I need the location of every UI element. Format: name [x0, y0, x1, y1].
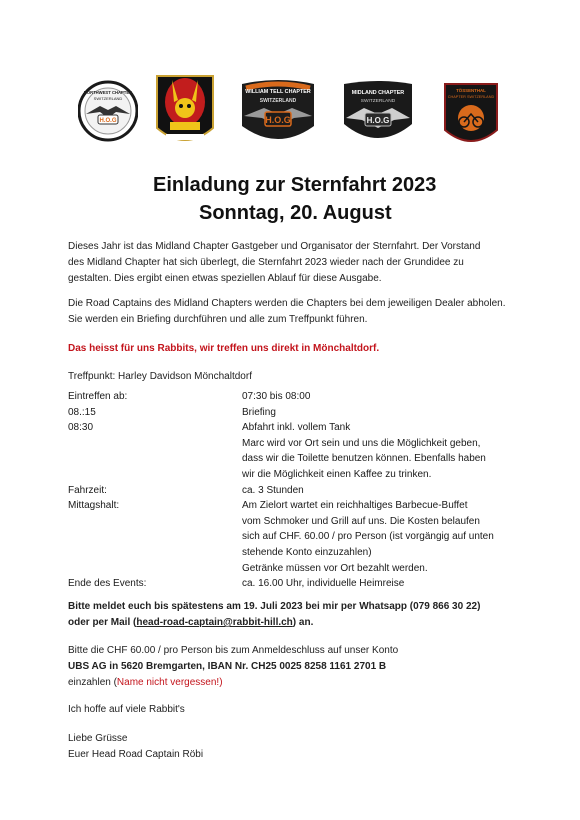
schedule	[68, 389, 518, 592]
midland-top-text: MIDLAND CHAPTER	[351, 90, 405, 96]
intro-line: gestalten. Dies ergibt einen etwas speziellen Ablauf für diese Ausgabe.	[68, 273, 382, 284]
schedule-label: Ende des Events:	[68, 578, 147, 590]
road-captains-line: Sie werden ein Briefing durchführen und alle zum Treffpunkt führen.	[68, 314, 368, 325]
rabbit-chapter-logo	[152, 72, 218, 152]
payment-line: Bitte die CHF 60.00 / pro Person bis zum Anmeldeschluss auf unser Konto	[68, 645, 399, 656]
hope-line: Ich hoffe auf viele Rabbit's	[68, 704, 185, 715]
intro-line: Dieses Jahr ist das Midland Chapter Gastgeber und Organisator der Sternfahrt. Der Vorstand	[68, 241, 481, 252]
midland-sub-text: SWITZERLAND	[360, 99, 396, 104]
schedule-row	[68, 498, 518, 576]
intro-line: des Midland Chapter hat sich überlegt, die Sternfahrt 2023 wieder nach der Grundidee zu	[68, 257, 464, 268]
schedule-value: ca. 3 Stunden	[242, 484, 304, 496]
schedule-value: 07:30 bis 08:00	[242, 391, 311, 402]
schedule-row	[68, 576, 518, 592]
toessental-chapter-logo	[442, 80, 500, 150]
schedule-label: 08.:15	[68, 406, 96, 418]
email-link[interactable]: head-road-captain@rabbit-hill.ch	[136, 617, 293, 628]
payment-paragraph	[68, 643, 518, 691]
signature: Euer Head Road Captain Röbi	[68, 749, 204, 760]
payment-line: einzahlen (Name nicht vergessen!)	[68, 677, 223, 688]
william-tell-badge-text: H.O.G	[265, 115, 291, 125]
schedule-label: 08:30	[68, 422, 94, 434]
midland-chapter-logo	[340, 78, 416, 150]
registration-line: Bitte meldet euch bis spätestens am 19. Juli 2023 bei mir per Whatsapp (079 866 30 22)	[68, 601, 481, 612]
schedule-row	[68, 483, 518, 499]
chapter-logos	[70, 72, 510, 154]
toessental-top-text: TÖSSENTHAL	[456, 88, 486, 93]
toessental-sub-text: CHAPTER SWITZERLAND	[447, 95, 495, 99]
northwest-chapter-logo	[78, 78, 138, 144]
northwest-sub-text: SWITZERLAND	[93, 96, 123, 101]
william-tell-top-text: WILLIAM TELL CHAPTER	[245, 89, 311, 95]
intro-paragraph	[68, 239, 518, 287]
schedule-value: Briefing	[242, 406, 276, 418]
rabbits-note: Das heisst für uns Rabbits, wir treffen uns direkt in Mönchaltdorf.	[68, 343, 380, 354]
road-captains-line: Die Road Captains des Midland Chapters werden die Chapters bei dem jeweiligen Dealer abholen.	[68, 298, 506, 309]
page-subtitle-date: Sonntag, 20. August	[199, 202, 392, 224]
midland-badge-text: H.O.G	[366, 116, 390, 125]
schedule-row	[68, 420, 518, 482]
northwest-top-text: NORTHWEST CHAPTER	[83, 90, 133, 95]
registration-paragraph	[68, 599, 518, 631]
schedule-row	[68, 389, 518, 405]
schedule-row	[68, 405, 518, 421]
bank-details: UBS AG in 5620 Bremgarten, IBAN Nr. CH25 0025 8258 1161 2701 B	[68, 661, 387, 672]
schedule-value: Abfahrt inkl. vollem Tank Marc wird vor Ort sein und uns die Möglichkeit geben, dass wir die Toilette benutzen können. Ebenfalls haben wir die Möglichkeit einen Kaffee zu trinken.	[242, 422, 486, 480]
northwest-badge-text: H.O.G	[99, 118, 117, 124]
page-title: Einladung zur Sternfahrt 2023	[153, 174, 437, 196]
schedule-label: Eintreffen ab:	[68, 391, 128, 402]
closing	[68, 731, 518, 763]
william-tell-sub-text: SWITZERLAND	[259, 98, 297, 104]
meeting-point: Treffpunkt: Harley Davidson Mönchaltdorf	[68, 371, 252, 382]
schedule-label: Fahrzeit:	[68, 484, 107, 496]
schedule-value: Am Zielort wartet ein reichhaltiges Barbecue-Buffet vom Schmoker und Grill auf uns. Die Kosten belaufen sich auf CHF. 60.00 / pro Person (ist vorgängig auf unten stehende Konto einzuzahlen) Getränke müssen vor Ort bezahlt werden.	[242, 500, 494, 574]
schedule-label: Mittagshalt:	[68, 500, 120, 512]
road-captains-paragraph	[68, 296, 518, 328]
greeting: Liebe Grüsse	[68, 733, 128, 744]
registration-line: oder per Mail (head-road-captain@rabbit-hill.ch) an.	[68, 617, 314, 628]
schedule-value: ca. 16.00 Uhr, individuelle Heimreise	[242, 578, 405, 590]
name-reminder: Name nicht vergessen!)	[116, 677, 223, 688]
william-tell-chapter-logo	[238, 76, 318, 150]
